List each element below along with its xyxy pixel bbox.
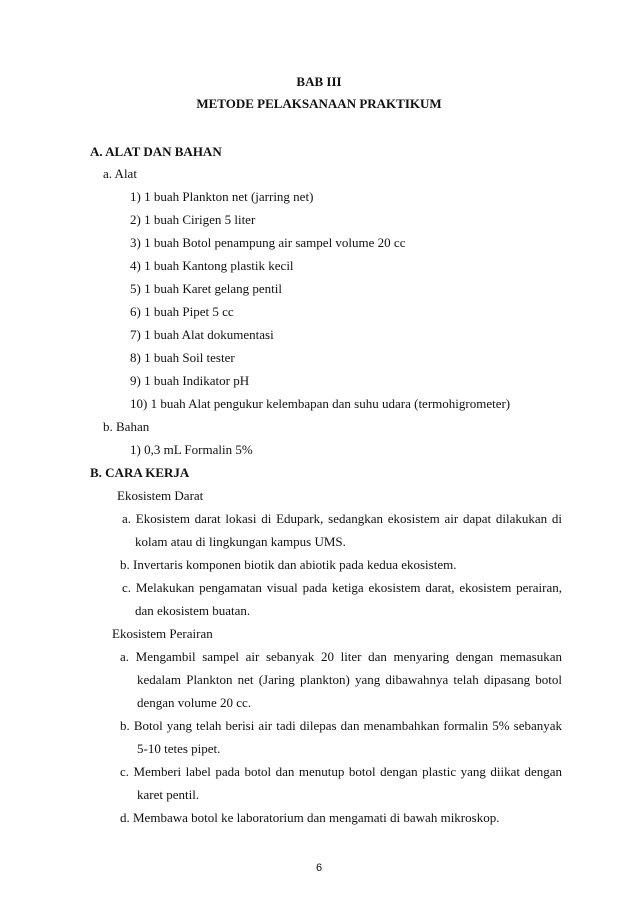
alat-item: 9) 1 buah Indikator pH (130, 373, 250, 388)
perairan-step-b-cont: 5-10 tetes pipet. (137, 741, 221, 756)
alat-item: 7) 1 buah Alat dokumentasi (130, 327, 274, 342)
section-b-heading: B. CARA KERJA (90, 465, 190, 480)
darat-step-a: a. Ekosistem darat lokasi di Edupark, sedangkan ekosistem air dapat dilakukan di (122, 511, 562, 526)
darat-step-c: c. Melakukan pengamatan visual pada ketiga ekosistem darat, ekosistem perairan, (122, 580, 562, 595)
darat-step-c-cont: dan ekosistem buatan. (135, 603, 251, 618)
bahan-item: 1) 0,3 mL Formalin 5% (130, 442, 253, 457)
darat-step-b: b. Invertaris komponen biotik dan abiotik pada kedua ekosistem. (120, 557, 457, 572)
perairan-step-c: c. Memberi label pada botol dan menutup botol dengan plastic yang diikat dengan (120, 764, 562, 779)
alat-item: 3) 1 buah Botol penampung air sampel volume 20 cc (130, 235, 406, 250)
alat-item: 6) 1 buah Pipet 5 cc (130, 304, 234, 319)
ekosistem-darat-label: Ekosistem Darat (117, 488, 204, 503)
alat-item: 4) 1 buah Kantong plastik kecil (130, 258, 294, 273)
alat-item: 1) 1 buah Plankton net (jarring net) (130, 189, 314, 204)
perairan-step-a-cont: kedalam Plankton net (Jaring plankton) yang dibawahnya telah dipasang botol (137, 672, 562, 687)
perairan-step-a: a. Mengambil sampel air sebanyak 20 liter dan menyaring dengan memasukan (120, 649, 562, 664)
ekosistem-perairan-label: Ekosistem Perairan (112, 626, 213, 641)
chapter-title: METODE PELAKSANAAN PRAKTIKUM (196, 96, 442, 111)
bahan-label: b. Bahan (103, 419, 150, 434)
perairan-step-c-cont: karet pentil. (137, 787, 200, 802)
chapter-label: BAB III (296, 74, 342, 89)
alat-item: 8) 1 buah Soil tester (130, 350, 235, 365)
perairan-step-d: d. Membawa botol ke laboratorium dan mengamati di bawah mikroskop. (120, 810, 500, 825)
alat-item: 2) 1 buah Cirigen 5 liter (130, 212, 256, 227)
alat-item: 5) 1 buah Karet gelang pentil (130, 281, 282, 296)
page-number: 6 (315, 862, 323, 874)
perairan-step-b: b. Botol yang telah berisi air tadi dilepas dan menambahkan formalin 5% sebanyak (120, 718, 562, 733)
alat-label: a. Alat (103, 166, 137, 181)
alat-item: 10) 1 buah Alat pengukur kelembapan dan suhu udara (termohigrometer) (130, 396, 511, 411)
darat-step-a-cont: kolam atau di lingkungan kampus UMS. (135, 534, 346, 549)
perairan-step-a-cont: dengan volume 20 cc. (137, 695, 252, 710)
section-a-heading: A. ALAT DAN BAHAN (90, 144, 222, 159)
